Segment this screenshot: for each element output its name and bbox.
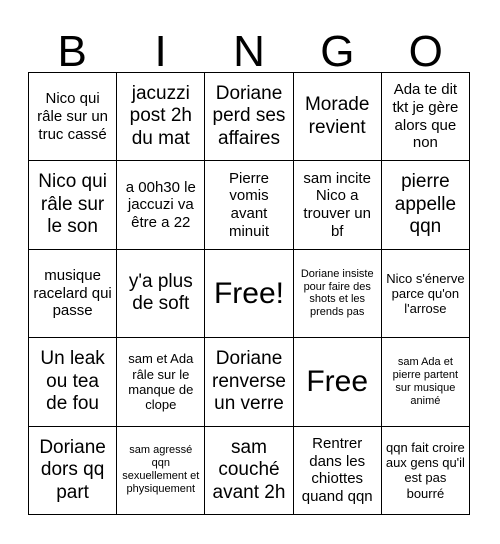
bingo-cell[interactable]: Doriane insiste pour faire des shots et les prends pas <box>294 250 382 338</box>
bingo-cell[interactable]: Doriane perd ses affaires <box>205 73 293 161</box>
header-letter-b: B <box>57 27 87 76</box>
header-letter-i: I <box>154 27 167 76</box>
bingo-cell[interactable]: Doriane renverse un verre <box>205 338 293 426</box>
header-letter-o: O <box>408 27 443 76</box>
bingo-board <box>28 72 470 515</box>
bingo-cell[interactable]: Doriane dors qq part <box>29 427 117 515</box>
bingo-cell[interactable]: Nico qui râle sur un truc cassé <box>29 73 117 161</box>
bingo-cell[interactable]: jacuzzi post 2h du mat <box>117 73 205 161</box>
bingo-cell[interactable]: Rentrer dans les chiottes quand qqn <box>294 427 382 515</box>
header-letter-n: N <box>233 27 265 76</box>
bingo-cell[interactable]: Ada te dit tkt je gère alors que non <box>382 73 470 161</box>
bingo-cell[interactable]: qqn fait croire aux gens qu'il est pas bourré <box>382 427 470 515</box>
bingo-cell[interactable]: sam agressé qqn sexuellement et physiquement <box>117 427 205 515</box>
bingo-cell[interactable]: Nico s'énerve parce qu'on l'arrose <box>382 250 470 338</box>
bingo-cell[interactable]: sam incite Nico a trouver un bf <box>294 161 382 249</box>
bingo-cell[interactable]: Pierre vomis avant minuit <box>205 161 293 249</box>
bingo-cell[interactable]: Nico qui râle sur le son <box>29 161 117 249</box>
bingo-cell[interactable]: Free <box>294 338 382 426</box>
bingo-cell[interactable]: y'a plus de soft <box>117 250 205 338</box>
header-letter-g: G <box>320 27 355 76</box>
bingo-cell[interactable]: Morade revient <box>294 73 382 161</box>
bingo-cell[interactable]: musique racelard qui passe <box>29 250 117 338</box>
bingo-cell[interactable]: pierre appelle qqn <box>382 161 470 249</box>
bingo-cell[interactable]: sam et Ada râle sur le manque de clope <box>117 338 205 426</box>
bingo-cell[interactable]: sam Ada et pierre partent sur musique animé <box>382 338 470 426</box>
bingo-cell[interactable]: sam couché avant 2h <box>205 427 293 515</box>
bingo-cell[interactable]: Un leak ou tea de fou <box>29 338 117 426</box>
bingo-cell[interactable]: Free! <box>205 250 293 338</box>
bingo-cell[interactable]: a 00h30 le jaccuzi va être a 22 <box>117 161 205 249</box>
